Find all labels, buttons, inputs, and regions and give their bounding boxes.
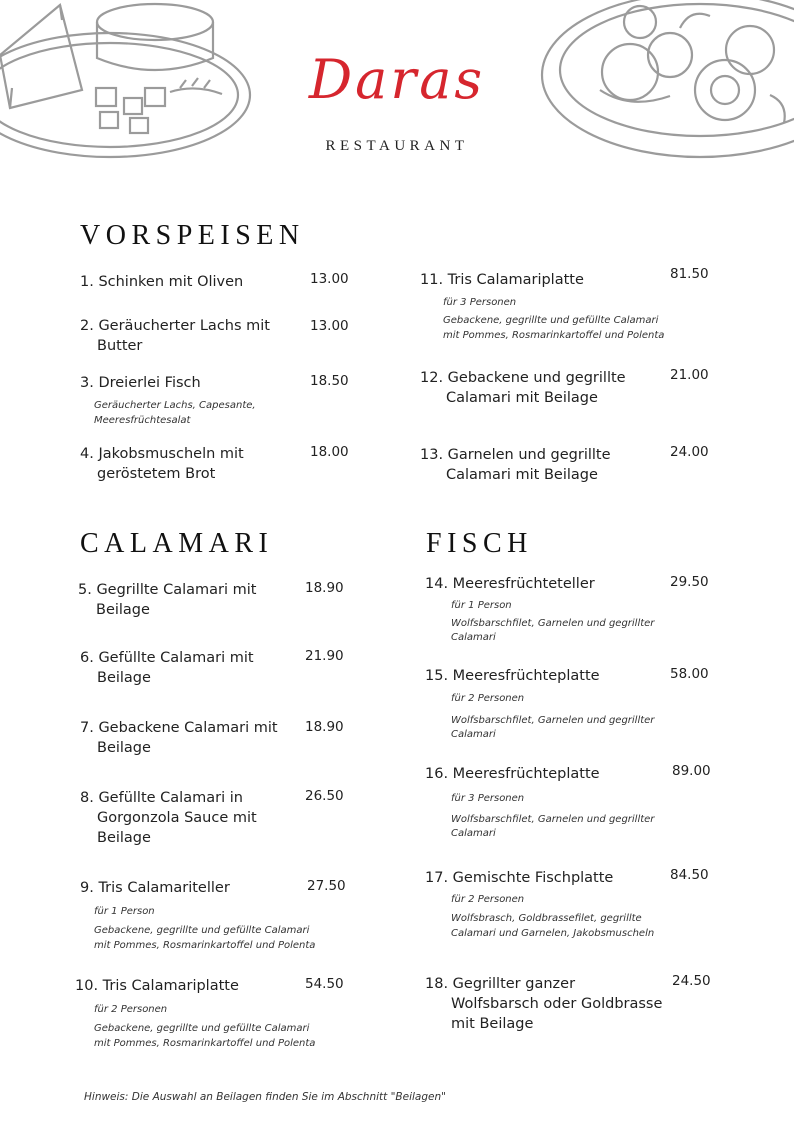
- menu-item-name: 12. Gebackene und gegrillte: [420, 370, 626, 386]
- menu-item-price: 27.50: [307, 878, 346, 894]
- menu-item-name: 3. Dreierlei Fisch: [80, 375, 201, 391]
- menu-item-name-cont: mit Beilage: [451, 1016, 534, 1032]
- menu-item-name-cont: Beilage: [97, 670, 151, 686]
- menu-item-note: Calamari: [451, 828, 496, 839]
- menu-item-persons: für 2 Personen: [451, 693, 525, 704]
- menu-item-name-cont: geröstetem Brot: [97, 466, 216, 482]
- section-title-fisch: FISCH: [426, 528, 533, 559]
- menu-item-note: Gebackene, gegrillte und gefüllte Calamari: [94, 1023, 310, 1034]
- menu-item-name: 15. Meeresfrüchteplatte: [425, 668, 600, 684]
- menu-item-name-cont: Beilage: [96, 602, 150, 618]
- menu-item-name: 7. Gebackene Calamari mit: [80, 720, 278, 736]
- menu-item-price: 58.00: [670, 666, 709, 682]
- menu-item-price: 13.00: [310, 271, 349, 287]
- footer-hint: Hinweis: Die Auswahl an Beilagen finden Sie im Abschnitt "Beilagen": [84, 1091, 446, 1103]
- menu-item-price: 89.00: [672, 763, 711, 779]
- menu-item-price: 18.90: [305, 719, 344, 735]
- menu-item-persons: für 2 Personen: [94, 1004, 168, 1015]
- menu-item-note: mit Pommes, Rosmarinkartoffel und Polenta: [443, 330, 665, 341]
- menu-item-note: Calamari: [451, 632, 496, 643]
- menu-item-name: 13. Garnelen und gegrillte: [420, 447, 611, 463]
- menu-item-persons: für 1 Person: [94, 906, 155, 917]
- menu-item-price: 18.50: [310, 373, 349, 389]
- menu-item-name-cont: Beilage: [97, 740, 151, 756]
- menu-item-note: Gebackene, gegrillte und gefüllte Calamari: [443, 315, 659, 326]
- menu-item-name: 6. Gefüllte Calamari mit: [80, 650, 254, 666]
- menu-item-name-cont: Butter: [97, 338, 143, 354]
- menu-item-note: Calamari: [451, 729, 496, 740]
- menu-item-name: 10. Tris Calamariplatte: [75, 978, 239, 994]
- menu-item-price: 13.00: [310, 318, 349, 334]
- menu-item-price: 24.50: [672, 973, 711, 989]
- brand-name: Daras: [308, 48, 486, 111]
- menu-item-note: Wolfsbarschfilet, Garnelen und gegrillter: [451, 715, 655, 726]
- menu-item-note: Wolfsbrasch, Goldbrassefilet, gegrillte: [451, 913, 642, 924]
- menu-item-name-cont: Calamari mit Beilage: [446, 390, 598, 406]
- section-title-calamari: CALAMARI: [80, 528, 274, 559]
- menu-item-name: 1. Schinken mit Oliven: [80, 274, 244, 290]
- menu-item-note: Gebackene, gegrillte und gefüllte Calamari: [94, 925, 310, 936]
- menu-item-note: Calamari und Garnelen, Jakobsmuscheln: [451, 928, 655, 939]
- menu-item-note: mit Pommes, Rosmarinkartoffel und Polenta: [94, 1038, 316, 1049]
- menu-item-note: mit Pommes, Rosmarinkartoffel und Polenta: [94, 940, 316, 951]
- menu-item-note: Meeresfrüchtesalat: [94, 415, 191, 426]
- menu-item-name: 5. Gegrillte Calamari mit: [78, 582, 257, 598]
- menu-item-price: 18.00: [310, 444, 349, 460]
- menu-item-name-cont: Wolfsbarsch oder Goldbrasse: [451, 996, 663, 1012]
- menu-item-price: 26.50: [305, 788, 344, 804]
- menu-item-name: 9. Tris Calamariteller: [80, 880, 230, 896]
- menu-item-name-cont: Beilage: [97, 830, 151, 846]
- menu-item-name: 16. Meeresfrüchteplatte: [425, 766, 600, 782]
- menu-item-price: 18.90: [305, 580, 344, 596]
- menu-item-name-cont: Calamari mit Beilage: [446, 467, 598, 483]
- menu-item-name: 11. Tris Calamariplatte: [420, 272, 584, 288]
- menu-item-note: Wolfsbarschfilet, Garnelen und gegrillter: [451, 814, 655, 825]
- section-title-vorspeisen: VORSPEISEN: [80, 220, 305, 251]
- menu-item-note: Geräucherter Lachs, Capesante,: [94, 400, 256, 411]
- menu-item-price: 84.50: [670, 867, 709, 883]
- logo: [0, 48, 794, 111]
- menu-item-price: 54.50: [305, 976, 344, 992]
- menu-item-persons: für 2 Personen: [451, 894, 525, 905]
- menu-item-name: 18. Gegrillter ganzer: [425, 976, 576, 992]
- menu-item-persons: für 3 Personen: [451, 793, 525, 804]
- brand-subtitle: RESTAURANT: [325, 138, 469, 154]
- menu-item-name: 17. Gemischte Fischplatte: [425, 870, 614, 886]
- menu-item-name: 4. Jakobsmuscheln mit: [80, 446, 244, 462]
- menu-item-price: 29.50: [670, 574, 709, 590]
- menu-item-price: 21.90: [305, 648, 344, 664]
- menu-item-persons: für 1 Person: [451, 600, 512, 611]
- menu-item-persons: für 3 Personen: [443, 297, 517, 308]
- menu-item-note: Wolfsbarschfilet, Garnelen und gegrillter: [451, 618, 655, 629]
- menu-item-price: 24.00: [670, 444, 709, 460]
- menu-item-name: 2. Geräucherter Lachs mit: [80, 318, 270, 334]
- menu-item-name-cont: Gorgonzola Sauce mit: [97, 810, 257, 826]
- menu-item-price: 21.00: [670, 367, 709, 383]
- menu-item-name: 8. Gefüllte Calamari in: [80, 790, 243, 806]
- menu-item-name: 14. Meeresfrüchteteller: [425, 576, 595, 592]
- menu-item-price: 81.50: [670, 266, 709, 282]
